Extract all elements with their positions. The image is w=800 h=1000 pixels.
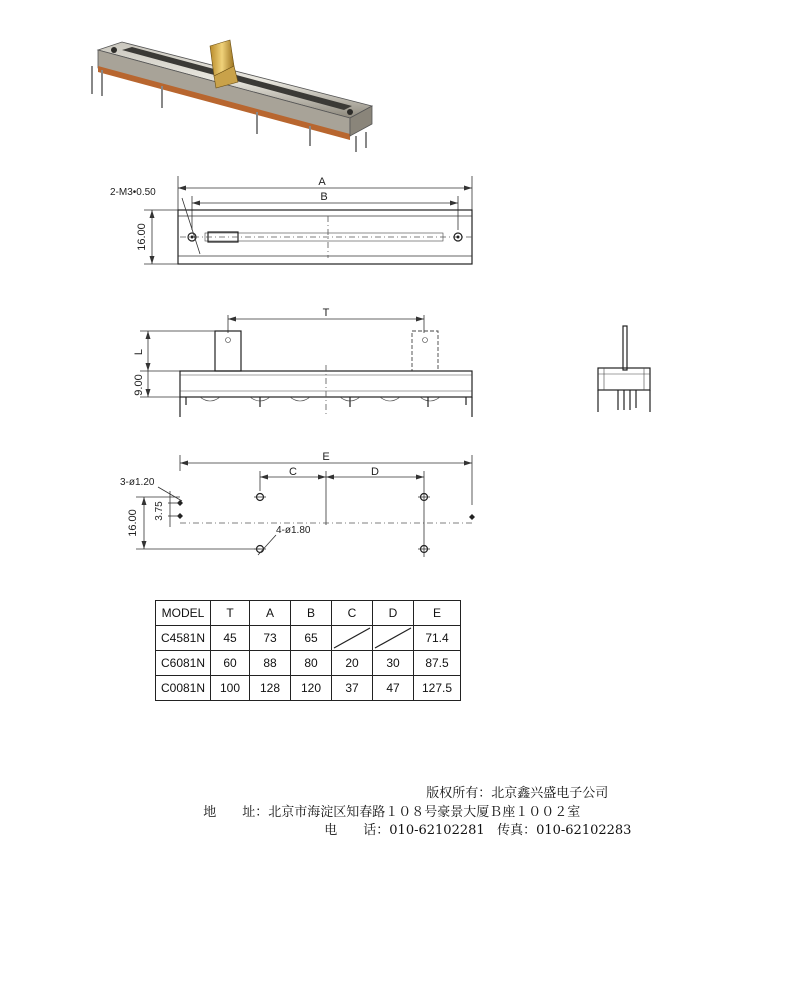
cell-a: 88 xyxy=(250,651,291,676)
cell-model: C4581N xyxy=(156,626,211,651)
product-photo xyxy=(82,36,382,156)
dim-e-label: E xyxy=(322,451,330,463)
col-model: MODEL xyxy=(156,601,211,626)
cell-t: 45 xyxy=(211,626,250,651)
pin-note-large: 4-ø1.80 xyxy=(276,525,311,536)
col-d: D xyxy=(373,601,414,626)
dim-l-label: L xyxy=(133,348,145,356)
cell-a: 73 xyxy=(250,626,291,651)
cell-e: 87.5 xyxy=(414,651,461,676)
cell-c-empty xyxy=(332,626,373,651)
col-e: E xyxy=(414,601,461,626)
top-view-drawing xyxy=(100,170,500,280)
cell-e: 71.4 xyxy=(414,626,461,651)
col-a: A xyxy=(250,601,291,626)
cell-d: 30 xyxy=(373,651,414,676)
side-height-dim: 9.00 xyxy=(133,374,145,396)
phone-number: 010-62102281 xyxy=(389,823,485,838)
cell-t: 100 xyxy=(211,676,250,701)
dim-d-label: D xyxy=(371,466,379,478)
pitch-dim: 3.75 xyxy=(154,501,165,521)
dim-a-label: A xyxy=(318,176,326,188)
cell-d-empty xyxy=(373,626,414,651)
pin-note-small: 3-ø1.20 xyxy=(120,477,155,488)
cell-model: C0081N xyxy=(156,676,211,701)
bottom-height-dim: 16.00 xyxy=(127,509,139,537)
side-view-drawing xyxy=(100,305,500,425)
dim-t-label: T xyxy=(322,307,330,319)
cell-model: C6081N xyxy=(156,651,211,676)
contact-line xyxy=(316,804,631,838)
fax-label: 传真： xyxy=(497,823,537,838)
mount-hole-note: 2-M3•0.50 xyxy=(110,187,156,198)
copyright-text: 版权所有：北京鑫兴盛电子公司 xyxy=(426,786,609,801)
phone-label: 电 话： xyxy=(324,823,390,838)
cell-c: 20 xyxy=(332,651,373,676)
fax-number: 010-62102283 xyxy=(536,823,632,838)
top-height-dim: 16.00 xyxy=(136,223,148,251)
cell-b: 65 xyxy=(291,626,332,651)
cell-a: 128 xyxy=(250,676,291,701)
col-b: B xyxy=(291,601,332,626)
table-row xyxy=(156,626,461,651)
end-view-drawing xyxy=(590,320,660,420)
cell-t: 60 xyxy=(211,651,250,676)
dim-b-label: B xyxy=(320,191,328,203)
cell-e: 127.5 xyxy=(414,676,461,701)
bottom-view-drawing xyxy=(100,445,500,575)
cell-b: 120 xyxy=(291,676,332,701)
col-c: C xyxy=(332,601,373,626)
cell-c: 37 xyxy=(332,676,373,701)
spec-table xyxy=(155,600,461,701)
table-row xyxy=(156,651,461,676)
cell-b: 80 xyxy=(291,651,332,676)
cell-d: 47 xyxy=(373,676,414,701)
dim-c-label: C xyxy=(289,466,297,478)
address-text: 北京市海淀区知春路１０８号豪景大厦Ｂ座１００２室 xyxy=(268,805,581,820)
table-row xyxy=(156,676,461,701)
table-header-row xyxy=(156,601,461,626)
col-t: T xyxy=(211,601,250,626)
address-label: 地 址： xyxy=(203,805,269,820)
